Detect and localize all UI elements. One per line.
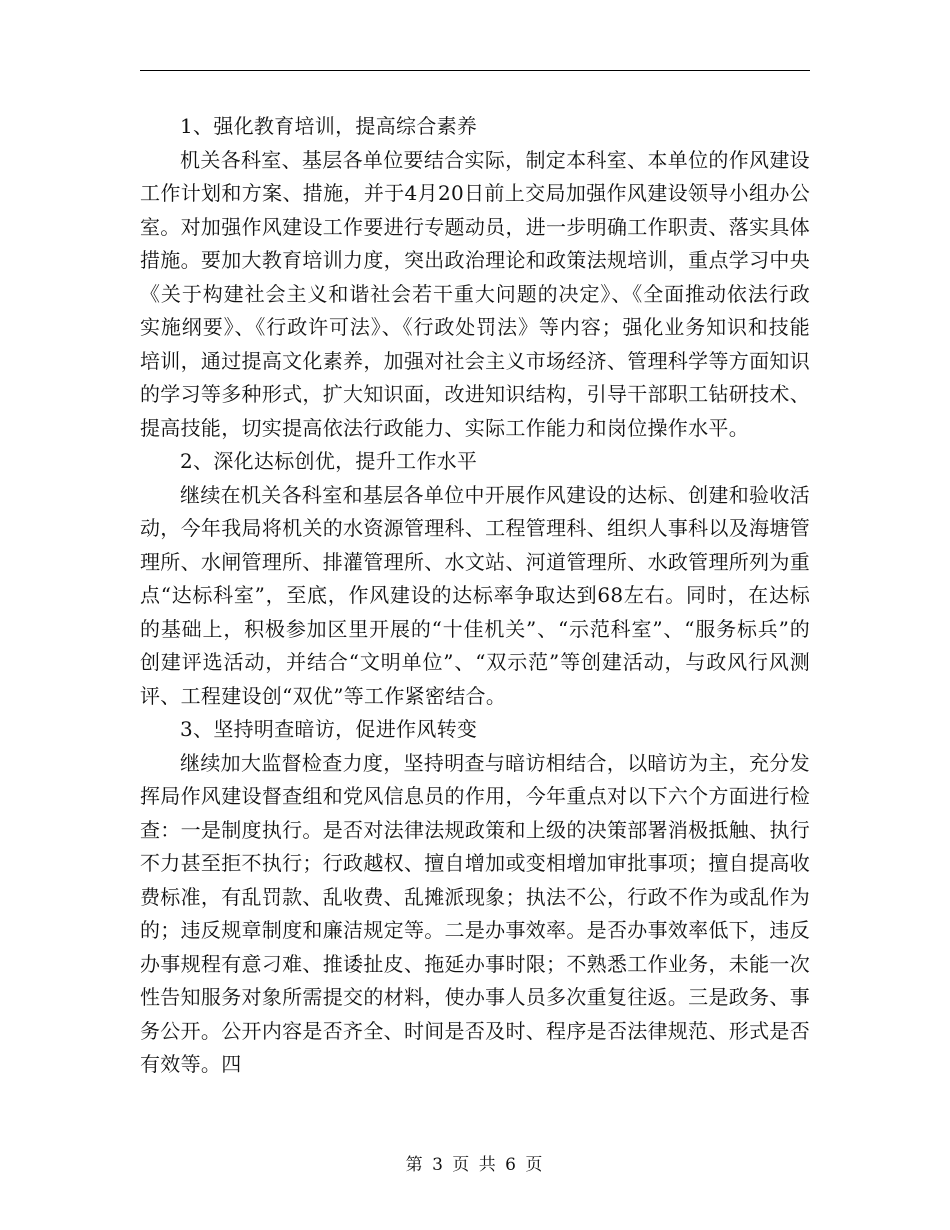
document-body — [140, 110, 810, 1082]
section-2-paragraph: 继续在机关各科室和基层各单位中开展作风建设的达标、创建和验收活动，今年我局将机关的水资源管理科、工程管理科、组织人事科以及海塘管理所、水闸管理所、排灌管理所、水文站、河道管理所、水政管理所列为重点“达标科室”，至底，作风建设的达标率争取达到68左右。同时，在达标的基础上，积极参加区里开展的“十佳机关”、“示范科室”、“服务标兵”的创建评选活动，并结合“文明单位”、“双示范”等创建活动，与政风行风测评、工程建设创“双优”等工作紧密结合。 — [140, 482, 810, 708]
header-rule — [140, 70, 810, 71]
page-number-footer: 第 3 页 共 6 页 — [405, 1155, 545, 1175]
section-3-paragraph: 继续加大监督检查力度，坚持明查与暗访相结合，以暗访为主，充分发挥局作风建设督查组和党风信息员的作用，今年重点对以下六个方面进行检查：一是制度执行。是否对法律法规政策和上级的决策部署消极抵触、执行不力甚至拒不执行；行政越权、擅自增加或变相增加审批事项；擅自提高收费标准，有乱罚款、乱收费、乱摊派现象；执法不公，行政不作为或乱作为的；违反规章制度和廉洁规定等。二是办事效率。是否办事效率低下，违反办事规程有意刁难、推诿扯皮、拖延办事时限；不熟悉工作业务，未能一次性告知服务对象所需提交的材料，使办事人员多次重复往返。三是政务、事务公开。公开内容是否齐全、时间是否及时、程序是否法律规范、形式是否有效等。四 — [140, 750, 810, 1076]
section-1-paragraph: 机关各科室、基层各单位要结合实际，制定本科室、本单位的作风建设工作计划和方案、措施，并于4月20日前上交局加强作风建设领导小组办公室。对加强作风建设工作要进行专题动员，进一步明确工作职责、落实具体措施。要加大教育培训力度，突出政治理论和政策法规培训，重点学习中央《关于构建社会主义和谐社会若干重大问题的决定》、《全面推动依法行政实施纲要》、《行政许可法》、《行政处罚法》等内容；强化业务知识和技能培训，通过提高文化素养，加强对社会主义市场经济、管理科学等方面知识的学习等多种形式，扩大知识面，改进知识结构，引导干部职工钻研技术、提高技能，切实提高依法行政能力、实际工作能力和岗位操作水平。 — [140, 147, 810, 440]
section-3-heading: 3、坚持明查暗访，促进作风转变 — [180, 717, 478, 741]
section-1-heading: 1、强化教育培训，提高综合素养 — [180, 114, 478, 138]
section-2-heading: 2、深化达标创优，提升工作水平 — [180, 449, 478, 473]
